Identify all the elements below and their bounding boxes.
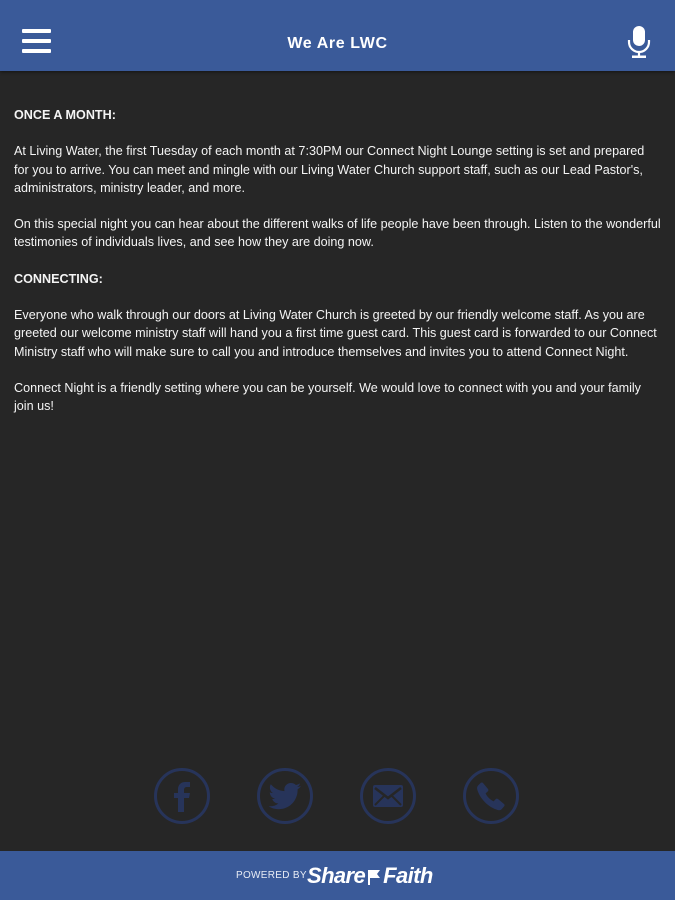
voice-search-button[interactable] (626, 25, 652, 59)
powered-by-label: POWERED BY (236, 870, 307, 881)
paragraph-welcome-staff: Everyone who walk through our doors at Living Water Church is greeted by our friendly welcome staff. As you are greeted our welcome ministry staff will hand you a first time guest card. This guest card is forwarded to our Connect Ministry staff who will make sure to call you and introduce themselves and invites you to attend Connect Night. (14, 308, 657, 359)
page-title: We Are LWC (287, 35, 388, 52)
email-icon (372, 783, 404, 809)
twitter-button[interactable] (257, 768, 313, 824)
email-button[interactable] (360, 768, 416, 824)
phone-button[interactable] (463, 768, 519, 824)
facebook-icon (167, 779, 197, 813)
app-header (0, 0, 675, 71)
article-content (14, 106, 662, 434)
brand-part-1: Share (307, 863, 366, 888)
paragraph-special-night: On this special night you can hear about the different walks of life people have been through. Listen to the wonderful testimonies of individuals lives, and see how they are doing now. (14, 217, 661, 250)
phone-icon (476, 781, 506, 811)
sharefaith-logo (307, 863, 433, 889)
twitter-icon (268, 781, 302, 811)
section-heading-connecting: CONNECTING: (14, 271, 103, 286)
brand-part-2: Faith (383, 863, 433, 888)
facebook-button[interactable] (154, 768, 210, 824)
social-links (0, 768, 675, 830)
microphone-icon (626, 25, 652, 59)
paragraph-friendly-setting: Connect Night is a friendly setting where you can be yourself. We would love to connect with you and your family join us! (14, 380, 641, 414)
paragraph-connect-night-intro: At Living Water, the first Tuesday of each month at 7:30PM our Connect Night Lounge setting is set and prepared for you to arrive. You can meet and mingle with our Living Water Church support staff, such as our Lead Pastor's, administrators, ministry leader, and more. (14, 144, 645, 195)
flag-icon (366, 868, 382, 886)
section-heading-once-a-month: ONCE A MONTH: (14, 108, 116, 122)
